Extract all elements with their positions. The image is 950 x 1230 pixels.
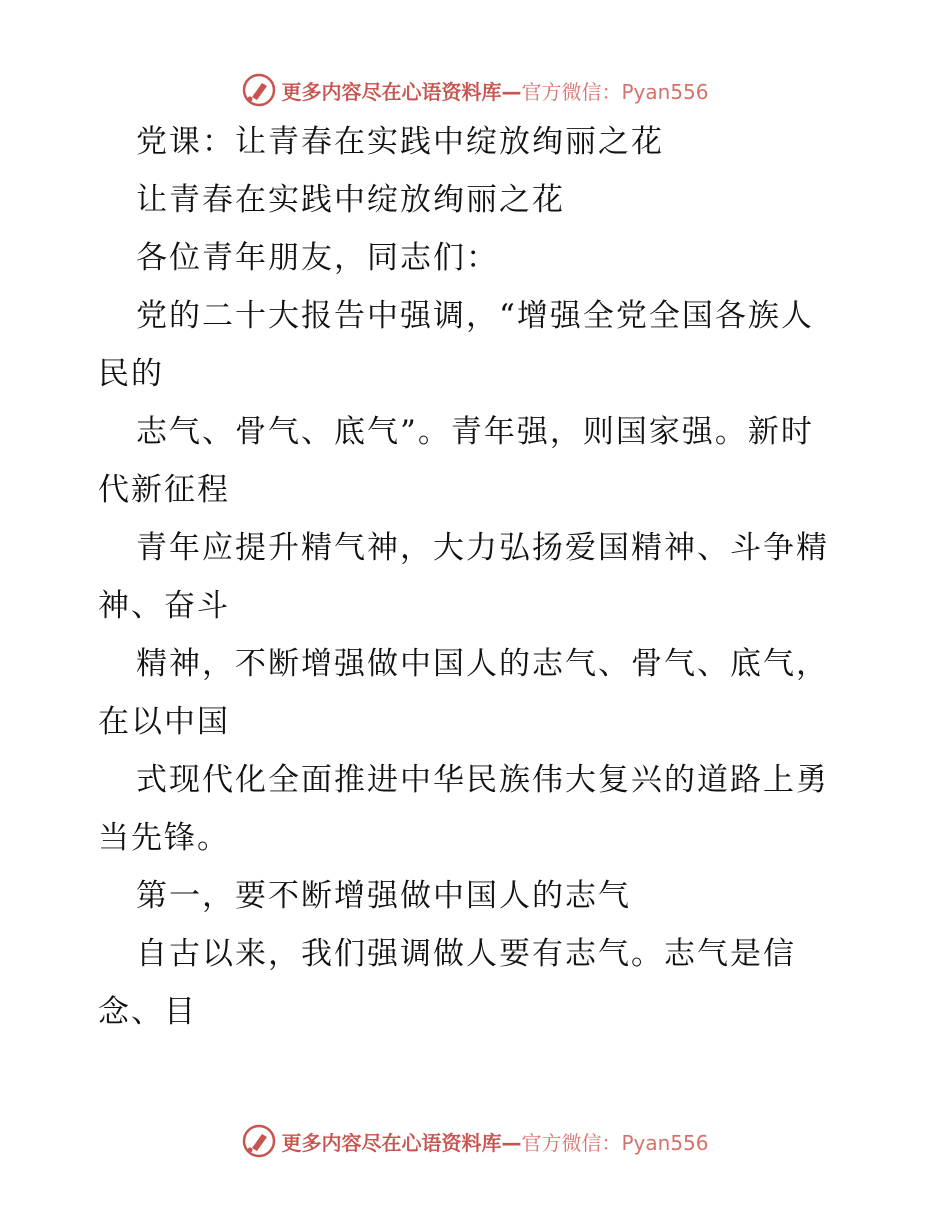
doc-section-heading: 第一，要不断增强做中国人的志气 bbox=[136, 878, 631, 914]
doc-paragraph-line: 代新征程 bbox=[98, 472, 230, 508]
footer-wechat-id: Pyan556 bbox=[621, 1130, 709, 1155]
doc-paragraph-line: 民的 bbox=[98, 356, 164, 392]
doc-title: 党课：让青春在实践中绽放绚丽之花 bbox=[136, 124, 664, 160]
footer-brand-text: 更多内容尽在心语资料库 bbox=[281, 1130, 502, 1155]
header-banner-text bbox=[281, 76, 708, 105]
header-banner bbox=[0, 70, 950, 110]
footer-wechat-label: 官方微信： bbox=[521, 1130, 622, 1155]
header-wechat-id: Pyan556 bbox=[621, 79, 709, 104]
doc-paragraph-line: 神、奋斗 bbox=[98, 588, 230, 624]
header-brand-text: 更多内容尽在心语资料库 bbox=[281, 79, 502, 104]
doc-paragraph-line: 精神，不断增强做中国人的志气、骨气、底气， bbox=[136, 646, 829, 682]
footer-separator: — bbox=[501, 1130, 522, 1155]
doc-paragraph-line: 式现代化全面推进中华民族伟大复兴的道路上勇 bbox=[136, 762, 829, 798]
footer-banner bbox=[0, 1121, 950, 1161]
pen-nib-logo-icon bbox=[241, 72, 277, 108]
header-separator: — bbox=[501, 79, 522, 104]
doc-paragraph-line: 在以中国 bbox=[98, 704, 230, 740]
doc-greeting: 各位青年朋友，同志们： bbox=[136, 240, 499, 276]
doc-paragraph-line: 当先锋。 bbox=[98, 820, 230, 856]
doc-paragraph-line: 青年应提升精气神，大力弘扬爱国精神、斗争精 bbox=[136, 530, 829, 566]
doc-paragraph-line: 志气、骨气、底气”。青年强，则国家强。新时 bbox=[136, 414, 814, 450]
header-wechat-label: 官方微信： bbox=[521, 79, 622, 104]
pen-nib-logo-icon bbox=[241, 1123, 277, 1159]
doc-subtitle: 让青春在实践中绽放绚丽之花 bbox=[136, 182, 565, 218]
doc-paragraph-line: 自古以来，我们强调做人要有志气。志气是信 bbox=[136, 936, 796, 972]
doc-paragraph-line: 念、目 bbox=[98, 994, 197, 1030]
footer-banner-text bbox=[281, 1127, 708, 1156]
doc-paragraph-line: 党的二十大报告中强调，“增强全党全国各族人 bbox=[136, 298, 814, 334]
